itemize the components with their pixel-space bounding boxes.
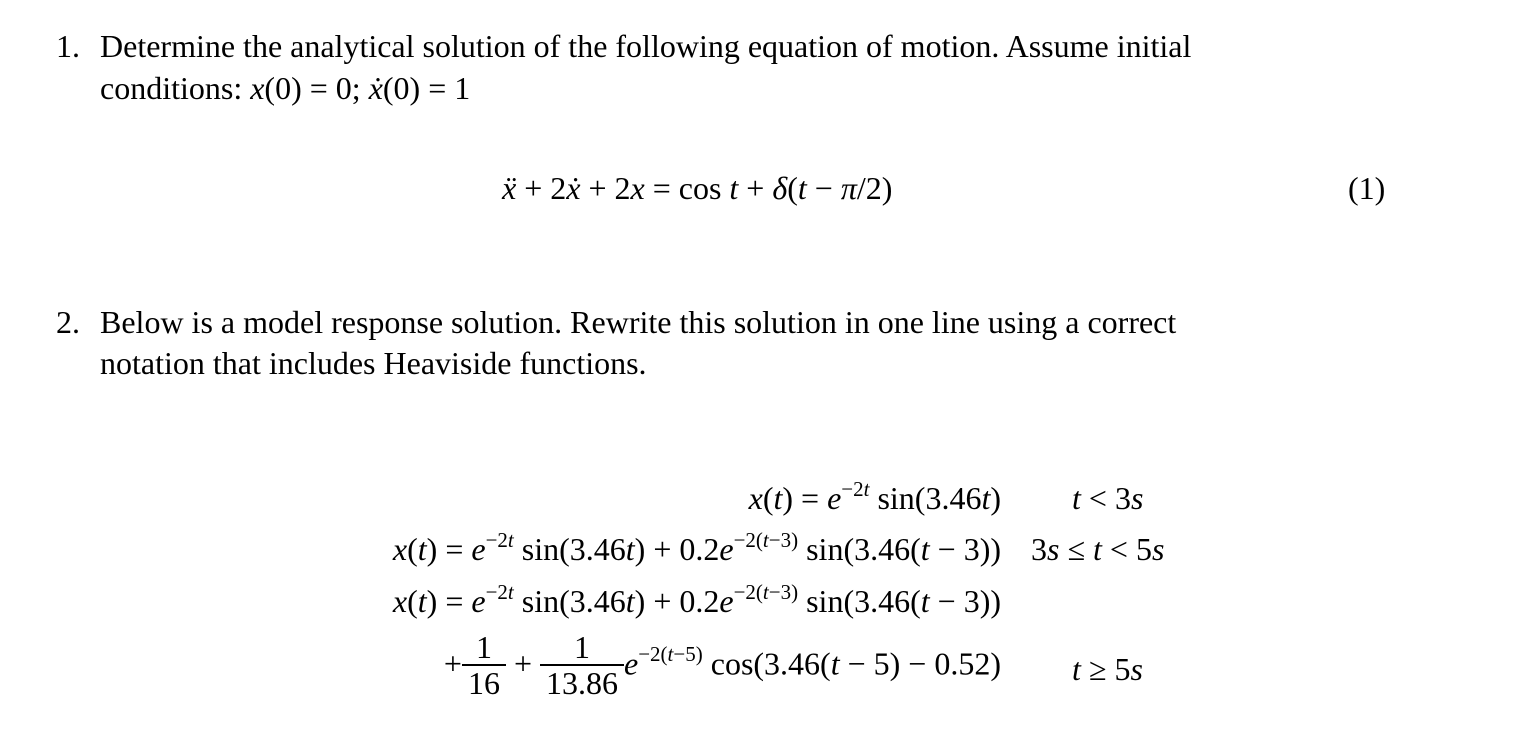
fraction-denominator: 13.86	[540, 664, 624, 700]
problem-1-text-line2	[100, 68, 470, 108]
fraction-denominator: 16	[462, 664, 506, 700]
problem-2-text-line1: Below is a model response solution. Rewrite this solution in one line using a correct	[100, 304, 1177, 340]
equation-number: (1)	[1348, 170, 1386, 206]
fraction-numerator: 1	[475, 629, 492, 665]
case-2-expression: $x(t) = e^{-2t}$ $\sin(3.46t) + 0.2e^{-2(t-3)}$ sin(3.46(t − 3))	[392, 528, 1001, 567]
problem-2-number: 2.	[56, 304, 80, 340]
fraction-one-over-13-86	[540, 630, 624, 700]
case-3-expression-line2: + $\frac{1}{16}$ + $\frac{1}{13.86}$ $e^{-2(t-5)}$ cos(3.46(t − 5) − 0.52)	[443, 629, 1001, 701]
problem-2-text-line2: notation that includes Heaviside functions.	[100, 345, 647, 381]
conditions-label: conditions:	[100, 70, 251, 106]
fraction-one-over-16	[462, 630, 506, 700]
equation-of-motion: ẍ + 2ẋ + 2x = cos t + δ(t − π/2)	[502, 170, 893, 206]
initial-conditions: x(0) = 0; ẋ(0) = 1	[250, 70, 471, 106]
problem-1-text-line1: Determine the analytical solution of the following equation of motion. Assume initial	[100, 28, 1192, 64]
case-2-condition: 3s ≤ t < 5s	[1031, 531, 1165, 567]
case-3-condition: t ≥ 5s	[1072, 651, 1143, 687]
problem-1-number: 1.	[56, 28, 80, 64]
case-1-expression: $x(t) = e^{-2t}$ sin(3.46t)	[748, 477, 1001, 516]
fraction-numerator: 1	[574, 629, 590, 665]
case-3-expression-line1: $x(t) = e^{-2t}$ $\sin(3.46t) + 0.2e^{-2(t-3)}$ sin(3.46(t − 3))	[392, 580, 1001, 619]
case-1-condition: t < 3s	[1072, 480, 1144, 516]
